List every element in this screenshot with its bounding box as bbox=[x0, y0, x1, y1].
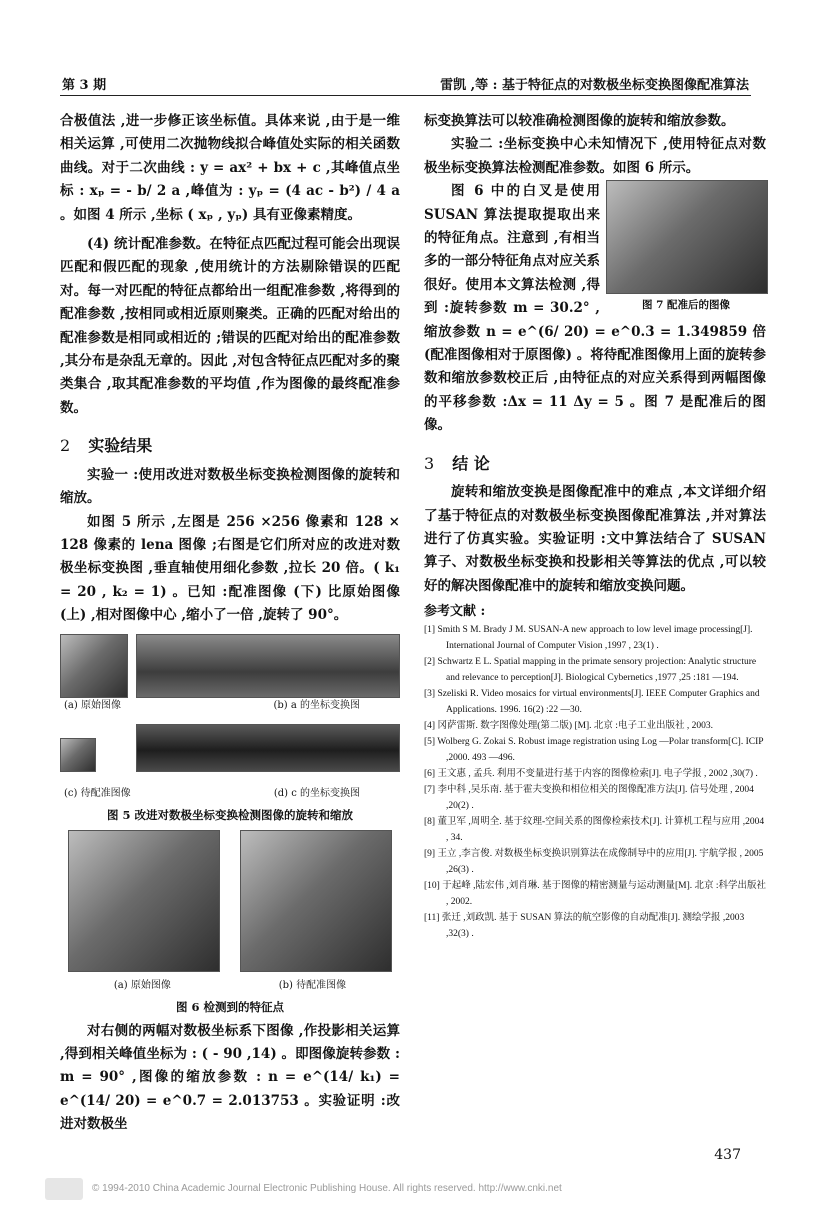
subcaption: (a) 原始图像 bbox=[64, 699, 121, 711]
reference-item: [6] 王文惠 , 孟兵. 利用不变量进行基于内容的图像检索[J]. 电子学报 , 2002 ,30(7) . bbox=[424, 769, 758, 780]
paragraph: 对右侧的两幅对数极坐标系下图像 ,作投影相关运算 ,得到相关峰值坐标为 : ( - 90 ,14) 。即图像旋转参数 : m = 90° ,图像的缩放参数 : n = e^(14/ k₁) = e^(14/ 20) = e^0.7 = 2.013753 。实验证明 :改进对数极坐 bbox=[60, 1022, 400, 1133]
left-column bbox=[60, 110, 400, 1137]
paragraph: 图 6 中的白叉是使用 SUSAN 算法提取提取出来的特征角点。注意到 ,有相当多的一部分特征角点对应关系很好。使用本文算法检测 ,得到 :旋转参数 m = 30.2° ,缩放参数 n = e^(6/ 20) = e^0.3 = 1.349859 倍 (配准图像相对于原图像) 。将待配准图像用上面的旋转参数和缩放参数校正后 ,由特征点的对应关系得到两幅图像的平移参数 :Δx = 11 Δy = 5 。图 7 是配准后的图像。 bbox=[424, 183, 766, 434]
paragraph: 合极值法 ,进一步修正该坐标值。具体来说 ,由于是一维相关运算 ,可使用二次抛物线拟合峰值处实际的相关函数曲线。对于二次曲线 : y = ax² + bx + c ,其峰值点坐标 : xₚ = - b/ 2 a ,峰值为 : yₚ = (4 ac - b²) / 4 a 。如图 4 所示 ,坐标 ( xₚ , yₚ) 具有亚像素精度。 bbox=[60, 113, 400, 223]
lena-small-image bbox=[60, 738, 96, 772]
paragraph: 如图 5 所示 ,左图是 256 ×256 像素和 128 × 128 像素的 lena 图像 ;右图是它们所对应的改进对数极坐标变换图 ,垂直轴使用细化参数 ,拉长 20 倍。( k₁ = 20 , k₂ = 1) 。已知 :配准图像 (下) 比原始图像 (上) ,相对图像中心 ,缩小了一倍 ,旋转了 90°。 bbox=[60, 513, 400, 624]
figure-caption: 图 5 改进对数极坐标变换检测图像的旋转和缩放 bbox=[106, 807, 353, 822]
reference-item: [4] 冈萨雷斯. 数字图像处理(第二版) [M]. 北京 :电子工业出版社 , 2003. bbox=[424, 721, 713, 732]
section-number: 2 bbox=[60, 436, 71, 456]
paragraph: 实验二 :坐标变换中心未知情况下 ,使用特征点对数极坐标变换算法检测配准参数。如图 6 所示。 bbox=[424, 136, 766, 176]
page-number: 437 bbox=[714, 1147, 741, 1163]
logpolar-image bbox=[136, 634, 400, 698]
reference-item: [5] Wolberg G. Zokai S. Robust image registration using Log —Polar transform[C]. ICIP ,2000. 493 —496. bbox=[424, 737, 764, 764]
section-number: 3 bbox=[424, 453, 435, 473]
subcaption: (b) 待配准图像 bbox=[278, 979, 347, 991]
reference-item: [2] Schwartz E L. Spatial mapping in the primate sensory projection: Analytic structure and relevance to perception[J]. Biological Cybernetics ,1977 ,25 :181 —194. bbox=[424, 657, 757, 684]
reference-item: [11] 张迁 ,刘政凯. 基于 SUSAN 算法的航空影像的自动配准[J]. 测绘学报 ,2003 ,32(3) . bbox=[424, 913, 745, 940]
header-rule bbox=[60, 95, 751, 96]
running-title: 雷凯 ,等 : 基于特征点的对数极坐标变换图像配准算法 bbox=[440, 78, 749, 93]
subcaption: (d) c 的坐标变换图 bbox=[273, 787, 360, 799]
figure-caption: 图 6 检测到的特征点 bbox=[175, 999, 284, 1014]
car-image bbox=[240, 830, 392, 972]
reference-item: [10] 于起峰 ,陆宏伟 ,刘肖琳. 基于图像的精密测量与运动测量[M]. 北京 :科学出版社 , 2002. bbox=[424, 881, 766, 908]
right-column bbox=[424, 110, 766, 942]
copyright-footer: © 1994-2010 China Academic Journal Electronic Publishing House. All rights reserved. http://www.cnki.net bbox=[92, 1183, 562, 1194]
lena-image bbox=[60, 634, 128, 698]
figure-6 bbox=[60, 830, 400, 1016]
reference-list bbox=[424, 622, 766, 942]
subcaption: (a) 原始图像 bbox=[113, 979, 171, 991]
reference-item: [8] 董卫军 ,周明全. 基于纹理-空间关系的图像检索技术[J]. 计算机工程与应用 ,2004 , 34. bbox=[424, 817, 765, 844]
paragraph: 旋转和缩放变换是图像配准中的难点 ,本文详细介绍了基于特征点的对数极坐标变换图像配准算法 ,并对算法进行了仿真实验。实验证明 :文中算法结合了 SUSAN 算子、对数极坐标变换和投影相关等算法的优点 ,可以较好的解决图像配准中的旋转和缩放变换问题。 bbox=[424, 484, 766, 594]
paragraph: 实验一 :使用改进对数极坐标变换检测图像的旋转和缩放。 bbox=[60, 466, 400, 507]
section-heading bbox=[60, 434, 400, 457]
references-title: 参考文献 : bbox=[424, 604, 486, 620]
figure-7 bbox=[606, 180, 766, 315]
cnki-logo bbox=[45, 1178, 83, 1200]
section-heading bbox=[424, 452, 766, 475]
section-title: 实验结果 bbox=[88, 436, 153, 456]
reference-item: [1] Smith S M. Brady J M. SUSAN-A new approach to low level image processing[J]. International Journal of Computer Vision ,1997 , 23(1) . bbox=[424, 625, 753, 652]
registered-image bbox=[606, 180, 768, 294]
reference-item: [9] 王立 ,李言俊. 对数极坐标变换识别算法在成像制导中的应用[J]. 宇航学报 , 2005 ,26(3) . bbox=[424, 849, 764, 876]
journal-issue: 第 3 期 bbox=[62, 78, 107, 93]
paragraph: (4) 统计配准参数。在特征点匹配过程可能会出现误匹配和假匹配的现象 ,使用统计的方法剔除错误的匹配对。每一对匹配的特征点都给出一组配准参数 ,将得到的配准参数 ,按相同或相近原则聚类。正确的匹配对给出的配准参数是相同或相近的 ;错误的匹配对给出的配准参数 ,其分布是杂乱无章的。因此 ,对包含特征点匹配对多的聚类集合 ,取其配准参数的平均值 ,作为图像的最终配准参数。 bbox=[60, 236, 400, 416]
subcaption: (c) 待配准图像 bbox=[64, 787, 131, 799]
figure-5 bbox=[60, 634, 400, 824]
subcaption: (b) a 的坐标变换图 bbox=[273, 699, 360, 711]
car-image bbox=[68, 830, 220, 972]
section-title: 结 论 bbox=[452, 453, 490, 473]
logpolar-image bbox=[136, 724, 400, 772]
reference-item: [7] 李中科 ,吴乐南. 基于霍夫变换和相位相关的图像配准方法[J]. 信号处理 , 2004 ,20(2) . bbox=[424, 785, 754, 812]
reference-item: [3] Szeliski R. Video mosaics for virtual environments[J]. IEEE Computer Graphics and Applications. 1996. 16(2) :22 —30. bbox=[424, 689, 760, 716]
paragraph: 标变换算法可以较准确检测图像的旋转和缩放参数。 bbox=[424, 113, 735, 129]
figure-caption: 图 7 配准后的图像 bbox=[641, 299, 731, 312]
